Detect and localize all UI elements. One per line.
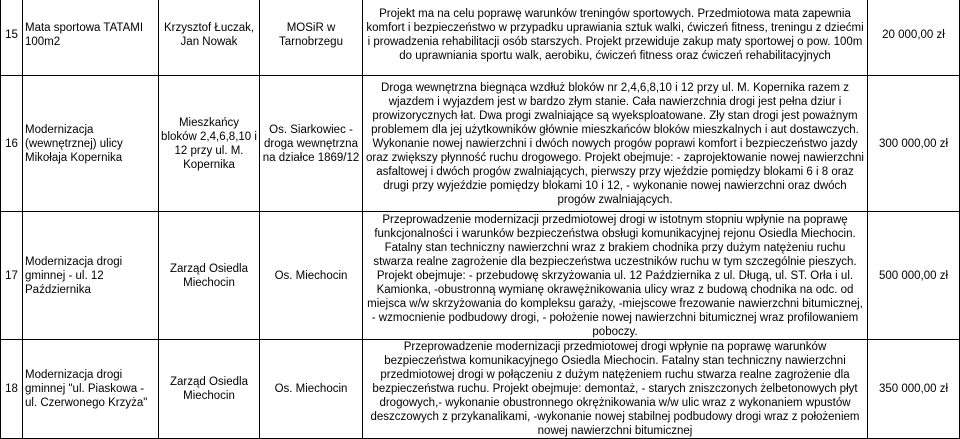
project-number: 16 (1, 76, 23, 212)
project-applicant: Mieszkańcy bloków 2,4,6,8,10 i 12 przy ul. M. Kopernika (159, 76, 260, 212)
project-name: Modernizacja drogi gminnej "ul. Piaskowa - ul. Czerwonego Krzyża" (23, 340, 159, 439)
project-description: Przeprowadzenie modernizacji przedmiotowej drogi w istotnym stopniu wpłynie na poprawę funkcjonalności i warunków bezpieczeństwa obsługi komunikacyjnej rejonu Osiedla Miechocin. Fatalny stan techniczny nawierzchni wraz z brakiem chodnika przy dużym natężeniu ruchu stwarza realne zagrożenie dla bezpieczeństwa uczestników ruchu w tym szczególnie pieszych. Projekt obejmuje: - przebudowę skrzyżowania ul. 12 Października z ul. Długą, ul. ST. Orła i ul. Kamionka, -obustronną wymianę okrawężnikowania ulicy wraz z budową chodnika na odc. od miejsca w/w skrzyżowania do kompleksu garaży, -miejscowe frezowanie nawierzchni bitumicznej, - wzmocnienie podbudowy drogi, - położenie nowej nawierzchni bitumicznej wraz profilowaniem poboczy. (363, 212, 868, 340)
project-cost: 500 000,00 zł (868, 212, 960, 340)
project-description: Przeprowadzenie modernizacji przedmiotowej drogi wpłynie na poprawę warunków bezpieczeństwa komunikacyjnego Osiedla Miechocin. Fatalny stan techniczny nawierzchni przedmiotowej drogi w połączeniu z dużym natężeniem ruchu stwarza realne zagrożenie dla bezpieczeństwa ruchu. Projekt obejmuje: demontaż, - starych zniszczonych żelbetonowych płyt drogowych,- wykonanie obustronnego okrężnikowania w/w ulic wraz z wykonaniem wpustów deszczowych z przykanalikami, -wykonanie nowej stabilnej podbudowy drogi wraz z położeniem nowej nawierzchni bitumicznej (363, 340, 868, 439)
project-name: Mata sportowa TATAMI 100m2 (23, 0, 159, 76)
project-cost: 350 000,00 zł (868, 340, 960, 439)
project-location: Os. Miechocin (260, 340, 363, 439)
project-applicant: Krzysztof Łuczak, Jan Nowak (159, 0, 260, 76)
table-row (1, 76, 960, 212)
project-name: Modernizacja (wewnętrznej) ulicy Mikołaja Kopernika (23, 76, 159, 212)
project-cost: 300 000,00 zł (868, 76, 960, 212)
project-applicant: Zarząd Osiedla Miechocin (159, 340, 260, 439)
table-row (1, 212, 960, 340)
project-number: 15 (1, 0, 23, 76)
project-name: Modernizacja drogi gminnej - ul. 12 Października (23, 212, 159, 340)
project-location: Os. Siarkowiec - droga wewnętrzna na działce 1869/12 (260, 76, 363, 212)
project-location: Os. Miechocin (260, 212, 363, 340)
table-row (1, 340, 960, 439)
project-description: Droga wewnętrzna biegnąca wzdłuż bloków nr 2,4,6,8,10 i 12 przy ul. M. Kopernika razem z wjazdem i wyjazdem jest w bardzo złym stanie. Cała nawierzchnia drogi jest pełna dziur i prowizorycznych łat. Dwa progi zwalniające są wyeksploatowane. Zły stan drogi jest poważnym problemem dla jej użytkowników głównie mieszkańców bloków mieszkalnych i aut dostawczych. Wykonanie nowej nawierzchni i dwóch nowych progów poprawi komfort i bezpieczeństwo jazdy oraz zwiększy płynność ruchu drogowego. Projekt obejmuje: - zaprojektowanie nowej nawierzchni asfaltowej i dwóch progów zwalniających, pierwszy przy wjeździe pomiędzy blokami 6 i 8 oraz drugi przy wyjeździe pomiędzy blokami 10 i 12, - wykonanie nowej nawierzchni oraz dwóch progów zwalniających. (363, 76, 868, 212)
project-location: MOSiR w Tarnobrzegu (260, 0, 363, 76)
table-row (1, 0, 960, 76)
project-number: 18 (1, 340, 23, 439)
project-applicant: Zarząd Osiedla Miechocin (159, 212, 260, 340)
project-cost: 20 000,00 zł (868, 0, 960, 76)
project-number: 17 (1, 212, 23, 340)
project-description: Projekt ma na celu poprawę warunków treningów sportowych. Przedmiotowa mata zapewnia komfort i bezpieczeństwo w przypadku uprawiania sztuk walki, ćwiczeń fitness, treningu z dziećmi i prowadzenia rehabilitacji osób starszych. Projekt przewiduje zakup maty sportowej o pow. 100m do uprawniania sportu walk, aerobiku, ćwiczeń fitness oraz ćwiczeń rehabilitacyjnych (363, 0, 868, 76)
